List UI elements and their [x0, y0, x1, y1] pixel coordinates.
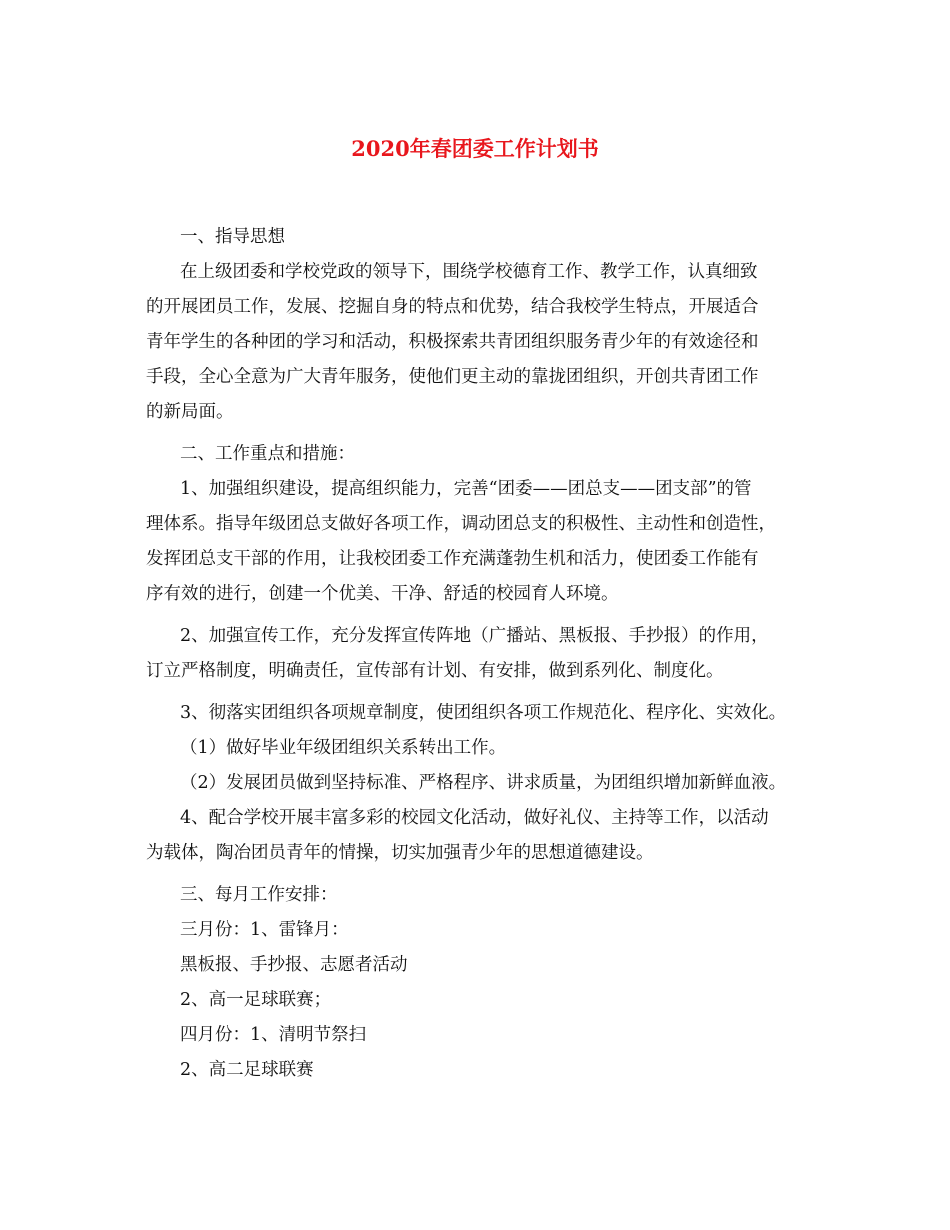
schedule-line: 2、高一足球联赛；: [180, 990, 332, 1010]
schedule-line: 2、高二足球联赛: [180, 1060, 314, 1080]
paragraph-line: 2、加强宣传工作，充分发挥宣传阵地（广播站、黑板报、手抄报）的作用，: [180, 626, 769, 646]
paragraph-line: 理体系。指导年级团总支做好各项工作，调动团总支的积极性、主动性和创造性，: [146, 514, 776, 534]
document-title: 2020年春团委工作计划书: [351, 136, 599, 161]
paragraph-line: 序有效的进行，创建一个优美、干净、舒适的校园育人环境。: [146, 584, 619, 604]
section-heading-guiding-ideology: 一、指导思想: [180, 227, 285, 247]
section-heading-monthly-schedule: 三、每月工作安排：: [180, 885, 338, 905]
paragraph-line: 手段，全心全意为广大青年服务，使他们更主动的靠拢团组织，开创共青团工作: [146, 367, 759, 387]
paragraph-line: 3、彻落实团组织各项规章制度，使团组织各项工作规范化、程序化、实效化。: [180, 703, 787, 723]
schedule-line: 三月份：1、雷锋月：: [180, 920, 349, 940]
paragraph-line: 的开展团员工作，发展、挖掘自身的特点和优势，结合我校学生特点，开展适合: [146, 297, 759, 317]
schedule-line: 黑板报、手抄报、志愿者活动: [180, 955, 408, 975]
paragraph-line: 发挥团总支干部的作用，让我校团委工作充满蓬勃生机和活力，使团委工作能有: [146, 549, 759, 569]
paragraph-line: 4、配合学校开展丰富多彩的校园文化活动，做好礼仪、主持等工作，以活动: [180, 808, 769, 828]
paragraph-line: 的新局面。: [146, 402, 234, 422]
paragraph-line: 为载体，陶冶团员青年的情操，切实加强青少年的思想道德建设。: [146, 843, 654, 863]
paragraph-line: （2）发展团员做到坚持标准、严格程序、讲求质量，为团组织增加新鲜血液。: [180, 773, 787, 793]
paragraph-line: 青年学生的各种团的学习和活动，积极探索共青团组织服务青少年的有效途径和: [146, 332, 759, 352]
paragraph-line: 在上级团委和学校党政的领导下，围绕学校德育工作、教学工作，认真细致: [180, 262, 758, 282]
section-heading-key-work: 二、工作重点和措施：: [180, 444, 355, 464]
schedule-line: 四月份：1、清明节祭扫: [180, 1025, 367, 1045]
paragraph-line: 1、加强组织建设，提高组织能力，完善“团委——团总支——团支部”的管: [180, 479, 752, 499]
paragraph-line: （1）做好毕业年级团组织关系转出工作。: [180, 738, 507, 758]
paragraph-line: 订立严格制度，明确责任，宣传部有计划、有安排，做到系列化、制度化。: [146, 661, 724, 681]
